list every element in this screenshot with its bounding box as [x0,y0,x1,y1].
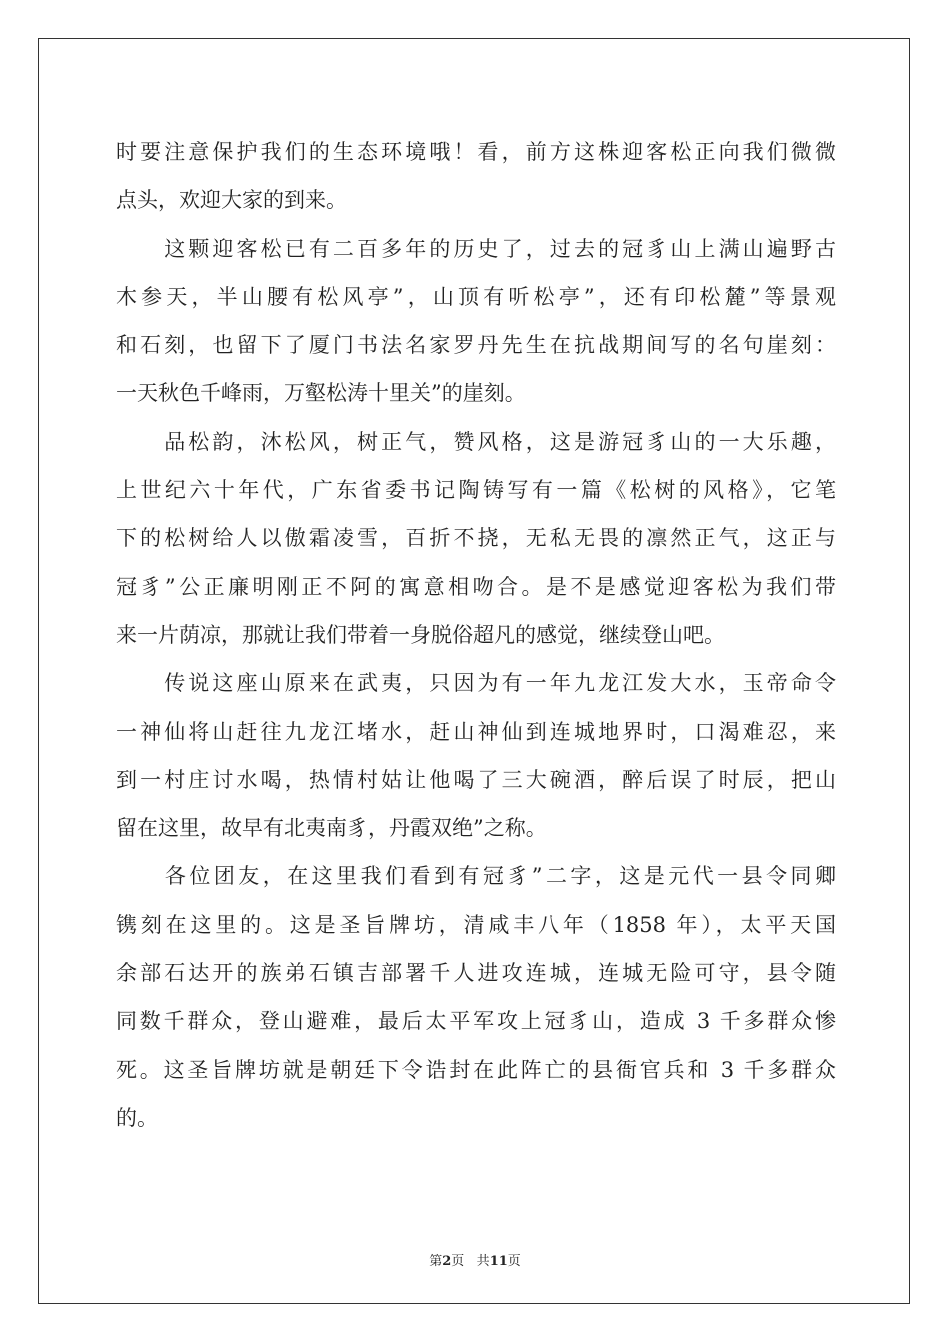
text-line: 的。 [116,1105,158,1130]
text-line: 来一片荫凉，那就让我们带着一身脱俗超凡的感觉，继续登山吧。 [116,622,725,647]
text-line: 一神仙将山赶往九龙江堵水，赶山神仙到连城地界时，口渴难忍，来 [116,719,836,744]
text-line: 到一村庄讨水喝，热情村姑让他喝了三大碗酒，醉后误了时辰，把山 [116,767,836,792]
text-line: 时要注意保护我们的生态环境哦！看，前方这株迎客松正向我们微微 [116,140,836,164]
footer-total-pages: 11 [489,1254,508,1269]
text-line: 各位团友，在这里我们看到有冠豸”二字，这是元代一县令同卿 [116,864,836,889]
footer-page-number: 2 [442,1254,452,1269]
text-line: 镌刻在这里的。这是圣旨牌坊，清咸丰八年（1858 年），太平天国 [116,912,836,937]
body-text [116,128,836,1142]
text-line: 点头，欢迎大家的到来。 [116,188,347,213]
text-line: 一天秋色千峰雨，万壑松涛十里关”的崖刻。 [116,381,526,406]
footer-prefix: 第 [429,1254,443,1269]
text-line: 这颗迎客松已有二百多年的历史了，过去的冠豸山上满山遍野古 [116,236,836,261]
text-line: 死。这圣旨牌坊就是朝廷下令诰封在此阵亡的县衙官兵和 3 千多群众 [116,1057,836,1082]
text-line: 留在这里，故早有北夷南豸，丹霞双绝”之称。 [116,816,547,841]
footer-total-prefix: 共 [476,1254,490,1269]
text-line: 传说这座山原来在武夷，只因为有一年九龙江发大水，玉帝命令 [116,671,836,696]
page-footer [0,1250,950,1269]
text-line: 木参天，半山腰有松风亭”，山顶有听松亭”，还有印松麓”等景观 [116,284,836,309]
text-line: 冠豸”公正廉明刚正不阿的寓意相吻合。是不是感觉迎客松为我们带 [116,574,836,599]
text-line: 品松韵，沐松风，树正气，赞风格，这是游冠豸山的一大乐趣， [116,429,836,454]
text-line: 下的松树给人以傲霜凌雪，百折不挠，无私无畏的凛然正气，这正与 [116,526,836,551]
footer-total-unit: 页 [507,1254,521,1269]
footer-page-unit: 页 [451,1254,465,1269]
text-line: 同数千群众，登山避难，最后太平军攻上冠豸山，造成 3 千多群众惨 [116,1009,836,1034]
text-line: 上世纪六十年代，广东省委书记陶铸写有一篇《松树的风格》，它笔 [116,478,836,503]
text-line: 和石刻，也留下了厦门书法名家罗丹先生在抗战期间写的名句崖刻： [116,333,836,358]
text-line: 余部石达开的族弟石镇吉部署千人进攻连城，连城无险可守，县令随 [116,961,836,986]
